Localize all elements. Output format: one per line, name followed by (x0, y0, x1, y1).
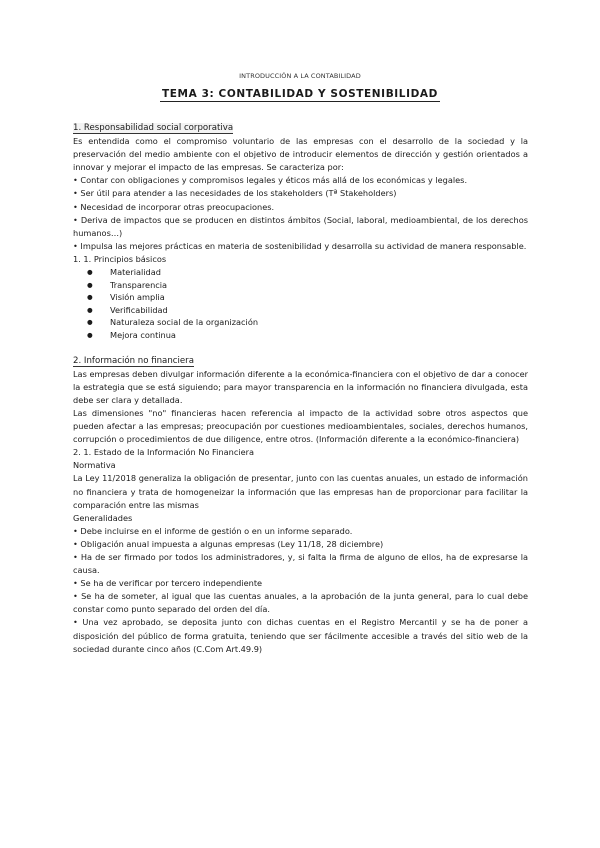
section-1-bullet: • Impulsa las mejores prácticas en materia de sostenibilidad y desarrolla su actividad de manera responsable. (73, 240, 527, 251)
einf-subheading: 2. 1. Estado de la Información No Financiera (73, 447, 255, 458)
principles-subheading: 1. 1. Principios básicos (73, 253, 167, 264)
principle-item: ● Verificabilidad (87, 304, 528, 317)
section-1-bullet: • Contar con obligaciones y compromisos legales y éticos más allá de los económicas y legales. (73, 175, 468, 186)
normativa-text: La Ley 11/2018 generaliza la obligación de presentar, junto con las cuentas anuales, un estado de información no financiera y trata de homogeneizar la información que las empresas han de proporcionar para facilitar la comparación entre las mismas (73, 473, 528, 510)
principle-item: ● Visión amplia (87, 291, 528, 304)
generalidades-bullet: • Obligación anual impuesta a algunas empresas (Ley 11/18, 28 diciembre) (73, 538, 384, 549)
section-spacer (73, 342, 528, 355)
generalidades-bullet: • Ha de ser firmado por todos los administradores, y, si falta la firma de alguno de ellos, ha de expresarse la causa. (73, 552, 528, 576)
section-1-heading: 1. Responsabilidad social corporativa (73, 123, 234, 133)
page-title-wrapper (0, 84, 600, 102)
section-1-intro: Es entendida como el compromiso voluntario de las empresas con el desarrollo de la sociedad y la preservación del medio ambiente con el objetivo de introducir elementos de dirección y gestión orientados a innovar y mejorar el impacto de las empresas. Se caracteriza por: (73, 136, 528, 173)
page-title: TEMA 3: CONTABILIDAD Y SOSTENIBILIDAD (162, 88, 438, 100)
section-1-bullet: • Ser útil para atender a las necesidades de los stakeholders (Tª Stakeholders) (73, 188, 397, 199)
principle-item: ● Materialidad (87, 266, 528, 279)
section-2-paragraph-1: Las empresas deben divulgar información diferente a la económica-financiera con el objetivo de dar a conocer la estrategia que se está siguiendo; para mayor transparencia en la información no financiera divulgada, esta debe ser clara y detallada. (73, 368, 528, 405)
generalidades-bullet: • Se ha de someter, al igual que las cuentas anuales, a la aprobación de la junta general, para lo cual debe constar como punto separado del orden del día. (73, 591, 528, 615)
generalidades-bullet: • Una vez aprobado, se deposita junto con dichas cuentas en el Registro Mercantil y se ha de poner a disposición del público de forma gratuita, teniendo que ser fácilmente accesible a través del sitio web de la sociedad durante cinco años (C.Com Art.49.9) (73, 617, 528, 654)
course-kicker: INTRODUCCIÓN A LA CONTABILIDAD (239, 72, 361, 80)
generalidades-bullet: • Se ha de verificar por tercero independiente (73, 578, 263, 589)
section-1-bullet: • Necesidad de incorporar otras preocupaciones. (73, 201, 275, 212)
section-1-bullet: • Deriva de impactos que se producen en distintos ámbitos (Social, laboral, medioambiental, de los derechos humanos…) (73, 214, 528, 238)
principle-item: ● Transparencia (87, 279, 528, 292)
section-2-heading: 2. Información no financiera (73, 355, 194, 366)
document-body (73, 122, 528, 656)
principle-item: ● Mejora continua (87, 329, 528, 342)
normativa-label: Normativa (73, 460, 116, 471)
principles-list (73, 266, 528, 342)
generalidades-label: Generalidades (73, 512, 133, 523)
generalidades-bullet: • Debe incluirse en el informe de gestión o en un informe separado. (73, 525, 353, 536)
principle-item: ● Naturaleza social de la organización (87, 316, 528, 329)
section-2-paragraph-2: Las dimensiones "no" financieras hacen referencia al impacto de la actividad sobre otros aspectos que pueden afectar a las empresas; preocupación por cuestiones medioambientales, sociales, derechos humanos, corrupción o procedimientos de due diligence, entre otros. (Información diferente a la económico-financiera) (73, 407, 528, 445)
